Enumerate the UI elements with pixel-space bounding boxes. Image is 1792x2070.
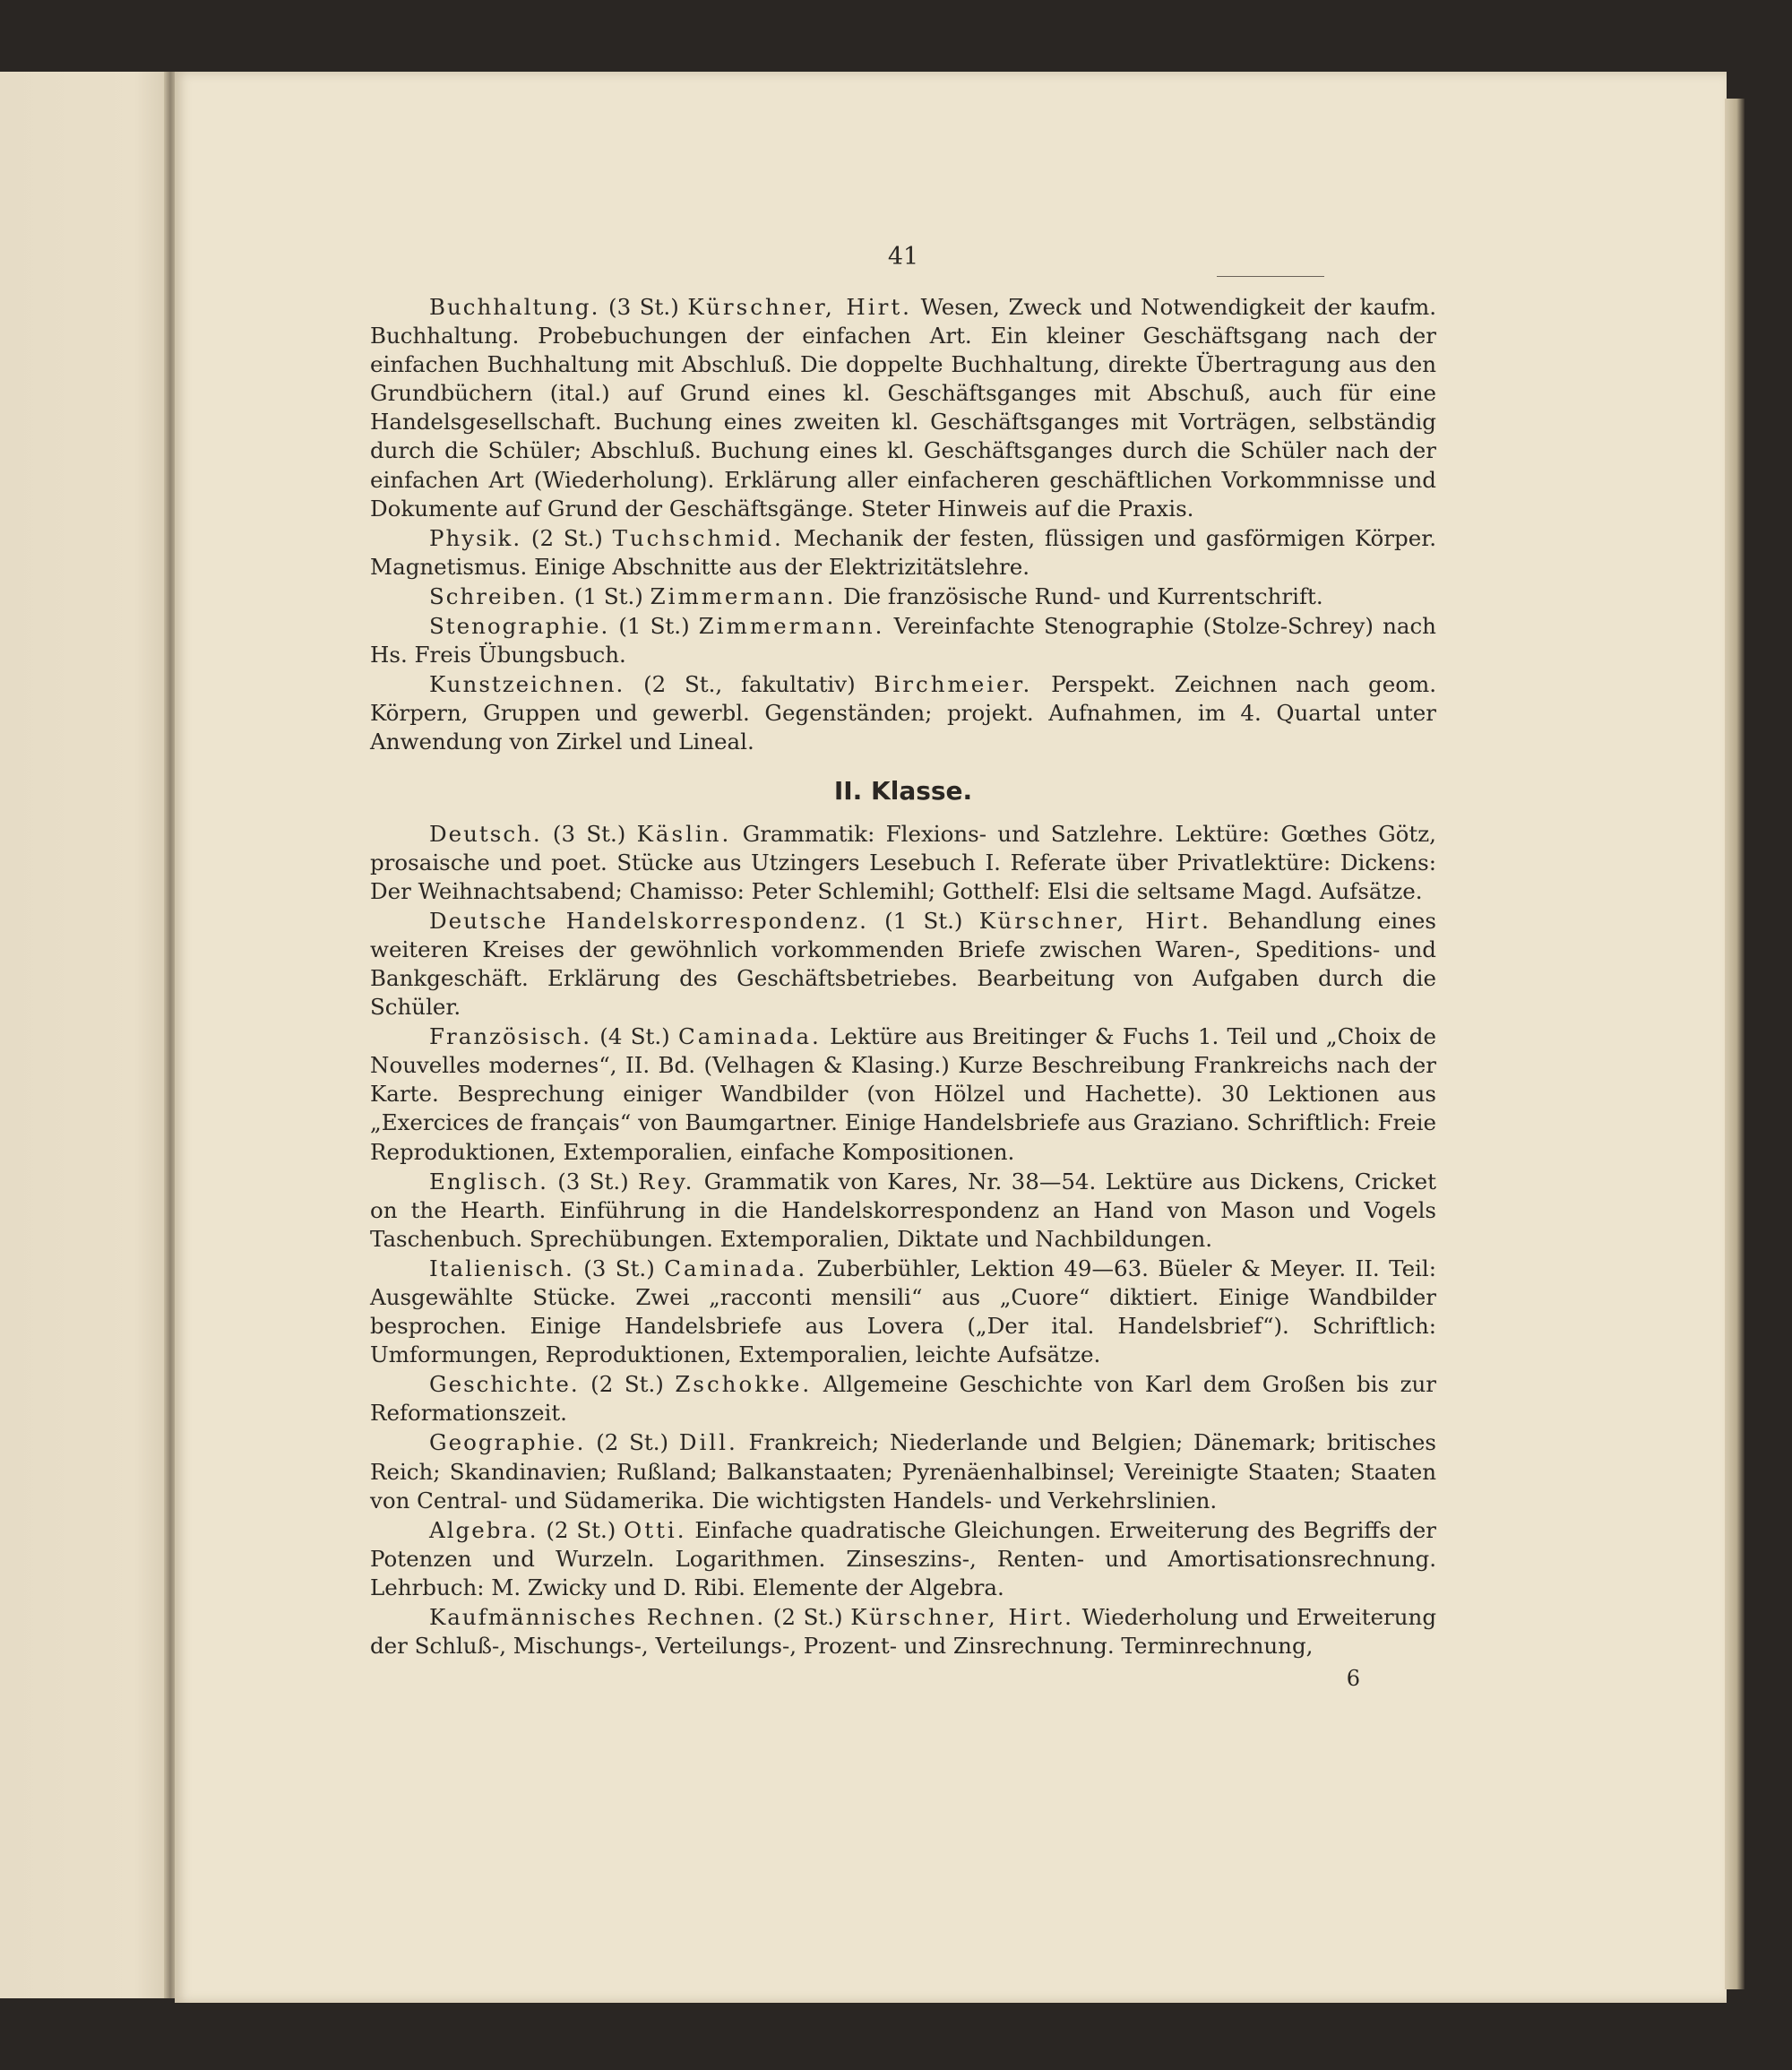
subject-name: Italienisch. [429, 1255, 574, 1281]
page-number [370, 242, 1436, 274]
subject-description: Perspekt. Zeichnen nach geom. Körpern, Gruppen und gewerbl. Gegenständen; projekt. Aufnahmen, im 4. Quartal unter Anwendung von Zirkel und Lineal. [370, 671, 1436, 755]
subject-hours: (1 St.) [884, 907, 963, 934]
subject-description: Einfache quadratische Gleichungen. Erweiterung des Begriffs der Potenzen und Wurzeln. Logarithmen. Zinseszins-, Renten- und Amortisationsrechnung. Lehrbuch: M. Zwicky und D. Ribi. Elemente der Algebra. [370, 1516, 1436, 1600]
subject-name: Stenographie. [429, 613, 610, 640]
subject-hours: (2 St., fakultativ) [643, 671, 856, 698]
subject-name: Physik. [429, 524, 522, 551]
subject-name: Kunstzeichnen. [429, 671, 625, 698]
subject-hours: (2 St.) [530, 524, 603, 551]
subject-hours: (3 St.) [583, 1255, 655, 1281]
subject-teachers: Kürschner, Hirt. [978, 907, 1211, 934]
subject-paragraph [370, 907, 1436, 1022]
subject-paragraph [370, 1022, 1436, 1166]
section-one-subjects [370, 293, 1436, 757]
subject-name: Englisch. [429, 1168, 548, 1195]
subject-name: Deutsche Handelskorrespondenz. [429, 907, 868, 934]
subject-name: Deutsch. [429, 820, 542, 847]
page-number-rule [1217, 276, 1324, 277]
subject-description: Wesen, Zweck und Notwendigkeit der kaufm. Buchhaltung. Probebuchungen der einfachen Art. Ein kleiner Geschäftsgang nach der einfachen Buchhaltung mit Abschluß. Die doppelte Buchhaltung, direkte Übertragung aus den Grundbüchern (ital.) auf Grund eines kl. Geschäftsganges mit Abschuß, auch für eine Handelsgesellschaft. Buchung eines zweiten kl. Geschäftsganges mit Vorträgen, selbständig durch die Schüler; Abschluß. Buchung eines kl. Geschäftsganges durch die Schüler nach der einfachen Art (Wiederholung). Erklärung aller einfacheren geschäftlichen Vorkommnisse und Dokumente auf Grund der Geschäftsgänge. Steter Hinweis auf die Praxis. [370, 294, 1437, 522]
subject-paragraph [370, 582, 1436, 611]
subject-name: Algebra. [429, 1516, 538, 1543]
subject-description: Mechanik der festen, flüssigen und gasförmigen Körper. Magnetismus. Einige Abschnitte aus der Elektrizitätslehre. [370, 524, 1436, 580]
subject-name: Geschichte. [429, 1371, 580, 1398]
subject-description: Lektüre aus Breitinger & Fuchs 1. Teil und „Choix de Nouvelles modernes“, II. Bd. (Velhagen & Klasing.) Kurze Beschreibung Frankreichs nach der Karte. Besprechung einiger Wandbilder (von Hölzel und Hachette). 30 Lektionen aus „Exercices de français“ von Baumgartner. Einige Handelsbriefe aus Graziano. Schriftlich: Freie Reproduktionen, Extemporalien, einfache Kompositionen. [370, 1023, 1436, 1165]
subject-teachers: Caminada. [677, 1023, 822, 1050]
subject-paragraph [370, 1168, 1436, 1254]
page-edge-shadow [1725, 99, 1745, 1989]
section-two-subjects [370, 820, 1436, 1661]
class-heading: II. Klasse. [833, 775, 973, 806]
subject-paragraph [370, 293, 1436, 523]
subject-hours: (3 St.) [557, 1168, 629, 1195]
subject-description: Vereinfachte Stenographie (Stolze-Schrey) nach Hs. Freis Übungsbuch. [370, 613, 1436, 668]
subject-teachers: Kürschner, Hirt. [850, 1604, 1074, 1631]
subject-description: Zuberbühler, Lektion 49—63. Büeler & Meyer. II. Teil: Ausgewählte Stücke. Zwei „racconti mensili“ aus „Cuore“ diktiert. Einige Wandbilder besprochen. Einige Handelsbriefe aus Lovera („Der ital. Handelsbrief“). Schriftlich: Umformungen, Reproduktionen, Extemporalien, leichte Aufsätze. [370, 1255, 1436, 1368]
signature-mark: 6 [1346, 1666, 1360, 1692]
subject-paragraph [370, 1603, 1436, 1660]
subject-paragraph [370, 820, 1436, 906]
subject-teachers: Birchmeier. [874, 671, 1033, 698]
subject-paragraph [370, 1255, 1436, 1369]
subject-hours: (3 St.) [552, 820, 626, 847]
subject-hours: (1 St.) [618, 613, 690, 640]
subject-name: Buchhaltung. [429, 294, 600, 320]
subject-teachers: Tuchschmid. [612, 524, 784, 551]
subject-description: Wiederholung und Erweiterung der Schluß-, Mischungs-, Verteilungs-, Prozent- und Zinsrechnung. Terminrechnung, [370, 1604, 1437, 1660]
subject-description: Frankreich; Niederlande und Belgien; Dänemark; britisches Reich; Skandinavien; Rußland; Balkanstaaten; Pyrenäenhalbinsel; Vereinigte Staaten; Staaten von Central- und Südamerika. Die wichtigsten Handels- und Verkehrslinien. [370, 1429, 1436, 1514]
subject-name: Kaufmännisches Rechnen. [429, 1604, 766, 1631]
subject-name: Schreiben. [429, 582, 568, 609]
subject-paragraph [370, 524, 1436, 582]
page-number-value: 41 [887, 243, 919, 271]
subject-teachers: Zimmermann. [650, 582, 837, 609]
subject-teachers: Dill. [678, 1429, 738, 1456]
subject-teachers: Rey. [638, 1168, 695, 1195]
subject-teachers: Caminada. [664, 1255, 808, 1281]
subject-paragraph [370, 1428, 1436, 1514]
subject-name: Geographie. [429, 1429, 586, 1456]
subject-teachers: Käslin. [636, 820, 732, 847]
subject-teachers: Otti. [624, 1516, 687, 1543]
subject-paragraph [370, 612, 1436, 669]
left-page-edge [0, 72, 168, 1998]
subject-paragraph [370, 1516, 1436, 1602]
subject-teachers: Kürschner, Hirt. [687, 294, 912, 320]
subject-description: Allgemeine Geschichte von Karl dem Großen bis zur Reformationszeit. [370, 1371, 1436, 1427]
subject-description: Grammatik von Kares, Nr. 38—54. Lektüre aus Dickens, Cricket on the Hearth. Einführung in die Handelskorrespondenz an Hand von Mason und Vogels Taschenbuch. Sprechübungen. Extemporalien, Diktate und Nachbildungen. [370, 1168, 1436, 1252]
subject-paragraph [370, 670, 1436, 756]
subject-hours: (4 St.) [599, 1023, 670, 1050]
subject-teachers: Zimmermann. [698, 613, 885, 640]
subject-name: Französisch. [429, 1023, 592, 1050]
subject-teachers: Zschokke. [675, 1371, 813, 1398]
subject-hours: (2 St.) [772, 1604, 843, 1631]
subject-description: Behandlung eines weiteren Kreises der gewöhnlich vorkommenden Briefe zwischen Waren-, Speditions- und Bankgeschäft. Erklärung des Geschäftsbetriebes. Bearbeitung von Aufgaben durch die Schüler. [370, 907, 1436, 1021]
subject-hours: (1 St.) [573, 582, 643, 609]
subject-description: Die französische Rund- und Kurrentschrift. [843, 582, 1323, 609]
page-text [370, 242, 1436, 1693]
subject-paragraph [370, 1370, 1436, 1427]
subject-hours: (2 St.) [546, 1516, 616, 1543]
subject-hours: (3 St.) [608, 294, 679, 320]
subject-hours: (2 St.) [590, 1371, 664, 1398]
subject-description: Grammatik: Flexions- und Satzlehre. Lektüre: Gœthes Götz, prosaische und poet. Stücke aus Utzingers Lesebuch I. Referate über Privatlektüre: Dickens: Der Weihnachtsabend; Chamisso: Peter Schlemihl; Gotthelf: Elsi die seltsame Magd. Aufsätze. [370, 820, 1436, 904]
subject-hours: (2 St.) [596, 1429, 669, 1456]
